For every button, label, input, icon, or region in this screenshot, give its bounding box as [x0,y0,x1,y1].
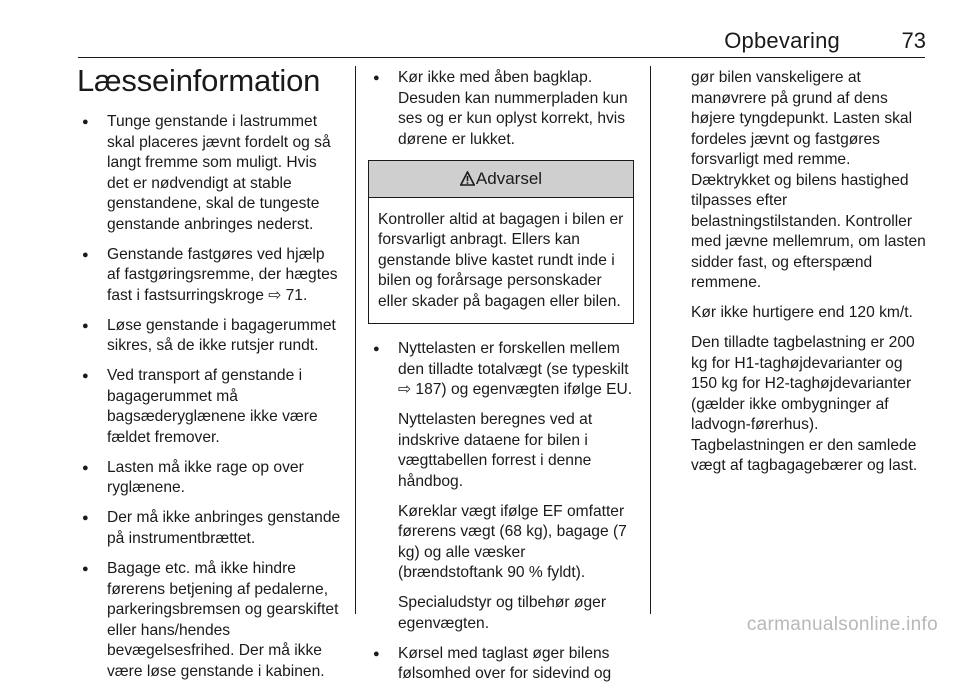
section-title: Læsseinformation [77,63,321,98]
paragraph: gør bilen vanskeligere at manøvrere på grund af dens højere tyngdepunkt. Lasten skal fordeles jævnt og fastgøres forsvarligt med remme. Dæktrykket og bilens hastighed tilpasses efter belastningstilstanden. Kontroller med jævne mellemrum, om lasten sidder fast, og efterspænd remmene. [691,69,926,291]
payload-list [368,339,634,685]
warning-text: Kontroller altid at bagagen i bilen er forsvarligt anbragt. Ellers kan genstande blive kastet rundt inde i bilen og forårsage personskader eller skader på bagagen eller bilen. [378,210,624,310]
payload-paragraph: Specialudstyr og tilbehør øger egenvægten. [398,594,607,632]
payload-paragraph: Køreklar vægt ifølge EF omfatter førerens vægt (68 kg), bagage (7 kg) og alle væsker (brændstoftank 90 % fyldt). [398,502,627,582]
column-2 [368,68,634,695]
list-item: ● Tunge genstande i lastrummet skal placeres jævnt fordelt og så langt fremme som muligt. Hvis det er nødvendigt at stable genstandene, skal de tungeste genstande anbringes nederst. [77,112,341,235]
warning-triangle-icon [460,163,475,199]
header-rule [78,57,925,58]
column-divider-1 [355,66,356,614]
warning-title: Advarsel [475,168,543,188]
list-item: ● Kør ikke med åben bagklap. Desuden kan nummerpladen kun ses og er kun oplyst korrekt, hvis dørene er lukket. [368,68,634,150]
paragraph: Kør ikke hurtigere end 120 km/t. [691,304,913,322]
list-item: ● Ved transport af genstande i bagagerummet må bagsæderyglænene ikke være fældet fremover. [77,366,341,448]
payload-definition: Nyttelasten er forskellen mellem den tilladte totalvægt (se typeskilt ⇨ 187) og egenvægten ifølge EU. [398,340,633,399]
warning-box [368,160,634,325]
column-1 [77,112,341,692]
list-item: ● Kørsel med taglast øger bilens følsomhed over for sidevind og [368,644,634,685]
page-number: 73 [901,28,926,53]
payload-paragraph: Nyttelasten beregnes ved at indskrive dataene for bilen i vægttabellen forrest i denne håndbog. [398,411,593,490]
column-3 [691,68,931,486]
paragraph: Den tilladte tagbelastning er 200 kg for H1-taghøjdevarianter og 150 kg for H2-taghøjdevarianter (gælder ikke ombygninger af ladvogn-førerhus). Tagbelastningen er den samlede vægt af tagbagagebærer og last. [691,334,918,475]
list-item: ● Løse genstande i bagagerummet sikres, så de ikke rutsjer rundt. [77,316,341,357]
list-item: ● Der må ikke anbringes genstande på instrumentbrættet. [77,508,341,549]
list-item: ● Lasten må ikke rage op over ryglænene. [77,458,341,499]
list-item [368,339,634,634]
warning-header [369,161,633,198]
loading-rules-list [77,112,341,682]
column-divider-2 [650,66,651,614]
list-item: ● Bagage etc. må ikke hindre førerens betjening af pedalerne, parkeringsbremsen og gearskiftet eller hans/hendes bevægelsesfrihed. Der må ikke være løse genstande i kabinen. [77,559,341,682]
list-item: ● Genstande fastgøres ved hjælp af fastgøringsremme, der hægtes fast i fastsurringskroge ⇨ 71. [77,245,341,307]
watermark: carmanualsonline.info [746,614,938,635]
running-header-title: Opbevaring [724,28,840,53]
tailgate-list [368,68,634,150]
